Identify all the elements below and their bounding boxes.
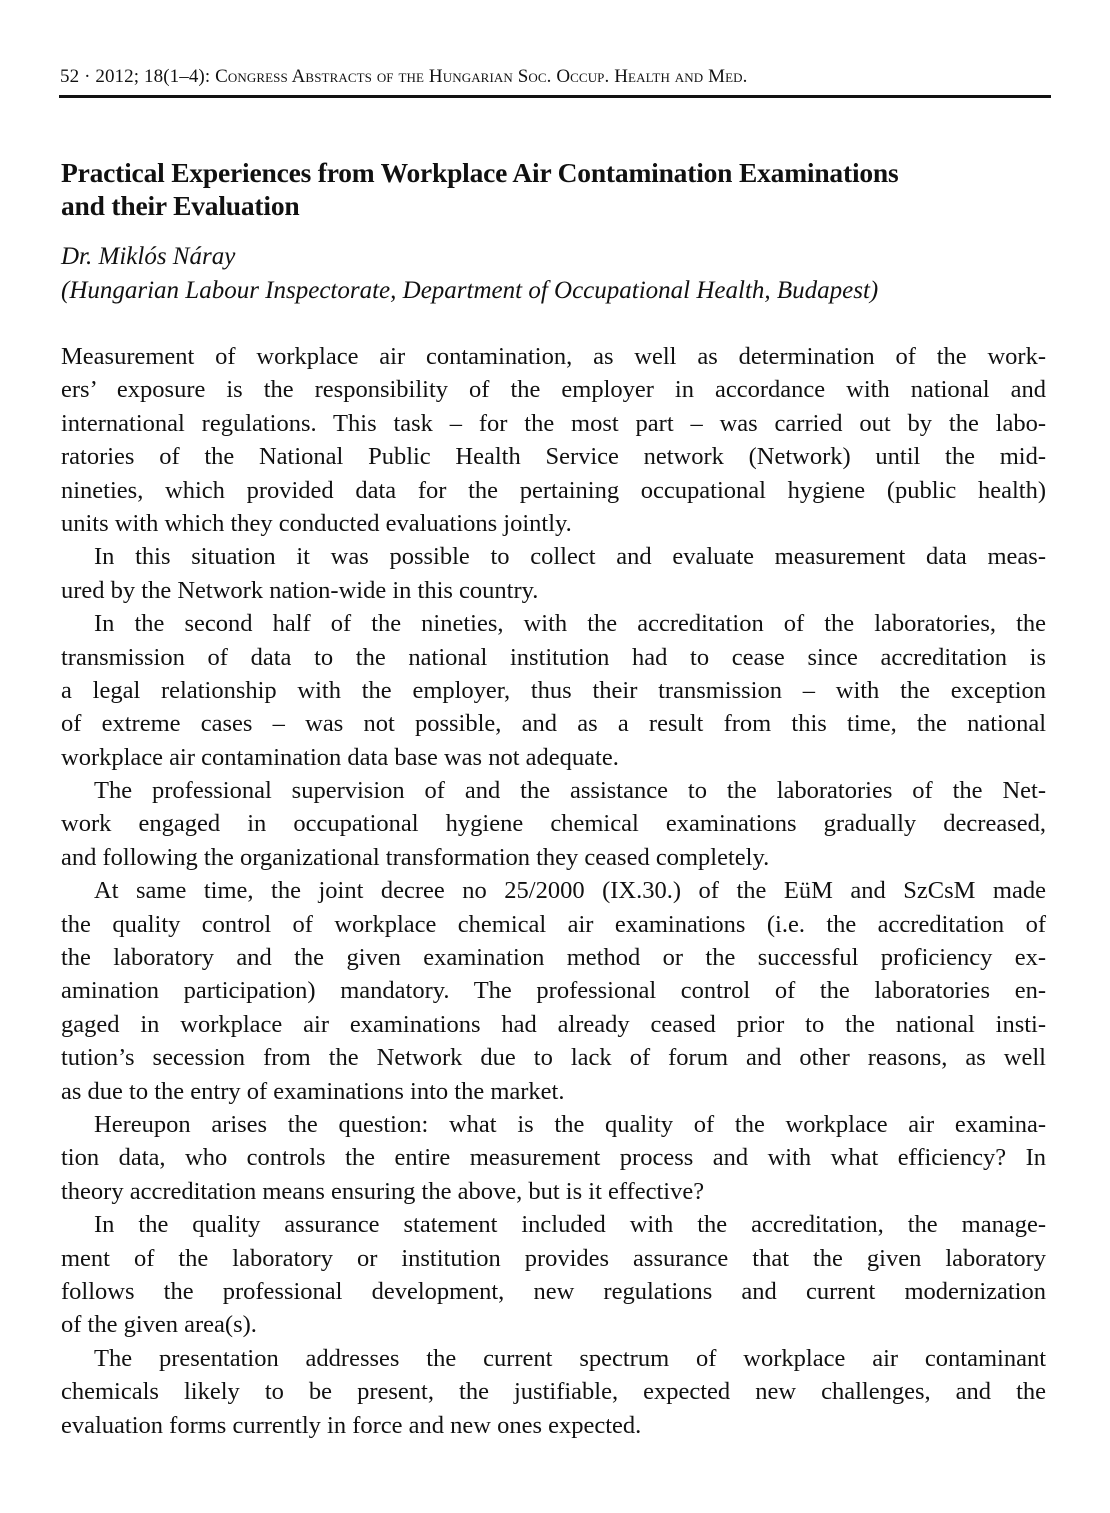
- text-line-content: workplace air contamination data base was not adequate.: [61, 743, 619, 771]
- text-line: [61, 741, 1046, 774]
- text-line-content: international regulations. This task – for the most part – was carried out by the labo-: [61, 409, 1046, 437]
- text-line-content: as due to the entry of examinations into the market.: [61, 1077, 565, 1105]
- text-line-content: ured by the Network nation-wide in this country.: [61, 576, 539, 604]
- text-line: [61, 407, 1046, 440]
- text-line-content: transmission of data to the national institution had to cease since accreditation is: [61, 643, 1046, 671]
- text-line-content: Measurement of workplace air contamination, as well as determination of the work-: [61, 343, 1046, 370]
- text-line-content: and following the organizational transformation they ceased completely.: [61, 843, 770, 871]
- text-line-content: At same time, the joint decree no 25/2000 (IX.30.) of the EüM and SzCsM made: [94, 877, 1046, 905]
- text-line-content: follows the professional development, new regulations and current modernization: [61, 1277, 1046, 1305]
- text-line-content: tion data, who controls the entire measurement process and with what efficiency? In: [61, 1144, 1046, 1172]
- text-line: [61, 440, 1046, 473]
- text-line: [61, 574, 1046, 607]
- title-line: and their Evaluation: [61, 190, 300, 221]
- text-line: [61, 908, 1046, 941]
- citation: 2012; 18(1–4):: [95, 66, 211, 87]
- text-line-content: ratories of the National Public Health Service network (Network) until the mid-: [61, 443, 1046, 471]
- text-line-content: In the second half of the nineties, with the accreditation of the laboratories, the: [94, 610, 1046, 638]
- text-line: [61, 1041, 1046, 1074]
- text-line-content: chemicals likely to be present, the justifiable, expected new challenges, and the: [61, 1378, 1046, 1406]
- text-line: [61, 1108, 1046, 1141]
- journal-section: Congress Abstracts of the Hungarian Soc. Occup. Health and Med.: [215, 66, 748, 87]
- page-number: 52: [60, 66, 80, 87]
- text-line-content: theory accreditation means ensuring the above, but is it effective?: [61, 1177, 705, 1205]
- text-line: [61, 1375, 1046, 1408]
- paragraph: [61, 540, 1046, 607]
- text-line: [61, 1008, 1046, 1041]
- text-line: [61, 1409, 1046, 1442]
- text-line: [61, 1208, 1046, 1241]
- text-line-content: units with which they conducted evaluations jointly.: [61, 509, 572, 537]
- author-affiliation: (Hungarian Labour Inspectorate, Department of Occupational Health, Budapest): [61, 277, 879, 304]
- text-line: [61, 607, 1046, 640]
- text-line: [61, 340, 1046, 373]
- text-line: [61, 540, 1046, 573]
- text-line: [61, 1242, 1046, 1275]
- text-line-content: Hereupon arises the question: what is the quality of the workplace air examina-: [94, 1110, 1046, 1138]
- text-line-content: tution’s secession from the Network due to lack of forum and other reasons, as well: [61, 1044, 1046, 1072]
- text-line-content: ment of the laboratory or institution provides assurance that the given laboratory: [61, 1244, 1046, 1272]
- text-line-content: ers’ exposure is the responsibility of the employer in accordance with national and: [61, 376, 1046, 404]
- text-line: [61, 774, 1046, 807]
- running-head: [60, 66, 1050, 88]
- text-line: [61, 874, 1046, 907]
- text-line-content: of extreme cases – was not possible, and as a result from this time, the national: [61, 710, 1046, 738]
- text-line: [61, 1175, 1046, 1208]
- text-line-content: gaged in workplace air examinations had already ceased prior to the national insti-: [61, 1010, 1046, 1038]
- text-line: [61, 641, 1046, 674]
- paragraph: [61, 874, 1046, 1108]
- text-line-content: evaluation forms currently in force and new ones expected.: [61, 1411, 642, 1439]
- text-line-content: nineties, which provided data for the pertaining occupational hygiene (public health): [61, 476, 1046, 504]
- text-line: [61, 474, 1046, 507]
- text-line-content: In the quality assurance statement included with the accreditation, the manage-: [94, 1211, 1046, 1239]
- author-name: Dr. Miklós Náray: [61, 243, 236, 270]
- title-line: Practical Experiences from Workplace Air Contamination Examinations: [61, 157, 899, 188]
- text-line-content: the quality control of workplace chemical air examinations (i.e. the accreditation of: [61, 910, 1046, 938]
- text-line-content: amination participation) mandatory. The professional control of the laboratories en-: [61, 977, 1046, 1005]
- text-line: [61, 507, 1046, 540]
- text-line: [61, 674, 1046, 707]
- paragraph: [61, 607, 1046, 774]
- paragraph: [61, 1342, 1046, 1442]
- text-line: [61, 1308, 1046, 1341]
- separator: ·: [84, 66, 91, 87]
- header-rule: [59, 95, 1051, 98]
- text-line: [61, 1342, 1046, 1375]
- text-line-content: of the given area(s).: [61, 1311, 257, 1339]
- text-line: [61, 1141, 1046, 1174]
- text-line-content: The professional supervision of and the assistance to the laboratories of the Net-: [94, 777, 1046, 805]
- text-line-content: the laboratory and the given examination method or the successful proficiency ex-: [61, 944, 1046, 972]
- text-line: [61, 707, 1046, 740]
- paragraph: [61, 1108, 1046, 1208]
- abstract-body: [61, 340, 1046, 1442]
- text-line: [61, 1075, 1046, 1108]
- text-line: [61, 807, 1046, 840]
- paragraph: [61, 774, 1046, 874]
- text-line-content: In this situation it was possible to collect and evaluate measurement data meas-: [94, 543, 1046, 571]
- text-line-content: work engaged in occupational hygiene chemical examinations gradually decreased,: [61, 810, 1046, 838]
- text-line: [61, 974, 1046, 1007]
- paragraph: [61, 1208, 1046, 1342]
- text-line: [61, 373, 1046, 406]
- text-line: [61, 1275, 1046, 1308]
- article-title: [61, 156, 1051, 222]
- text-line-content: a legal relationship with the employer, thus their transmission – with the exception: [61, 676, 1046, 704]
- text-line: [61, 941, 1046, 974]
- text-line: [61, 841, 1046, 874]
- text-line-content: The presentation addresses the current spectrum of workplace air contaminant: [94, 1344, 1046, 1372]
- paragraph: [61, 340, 1046, 540]
